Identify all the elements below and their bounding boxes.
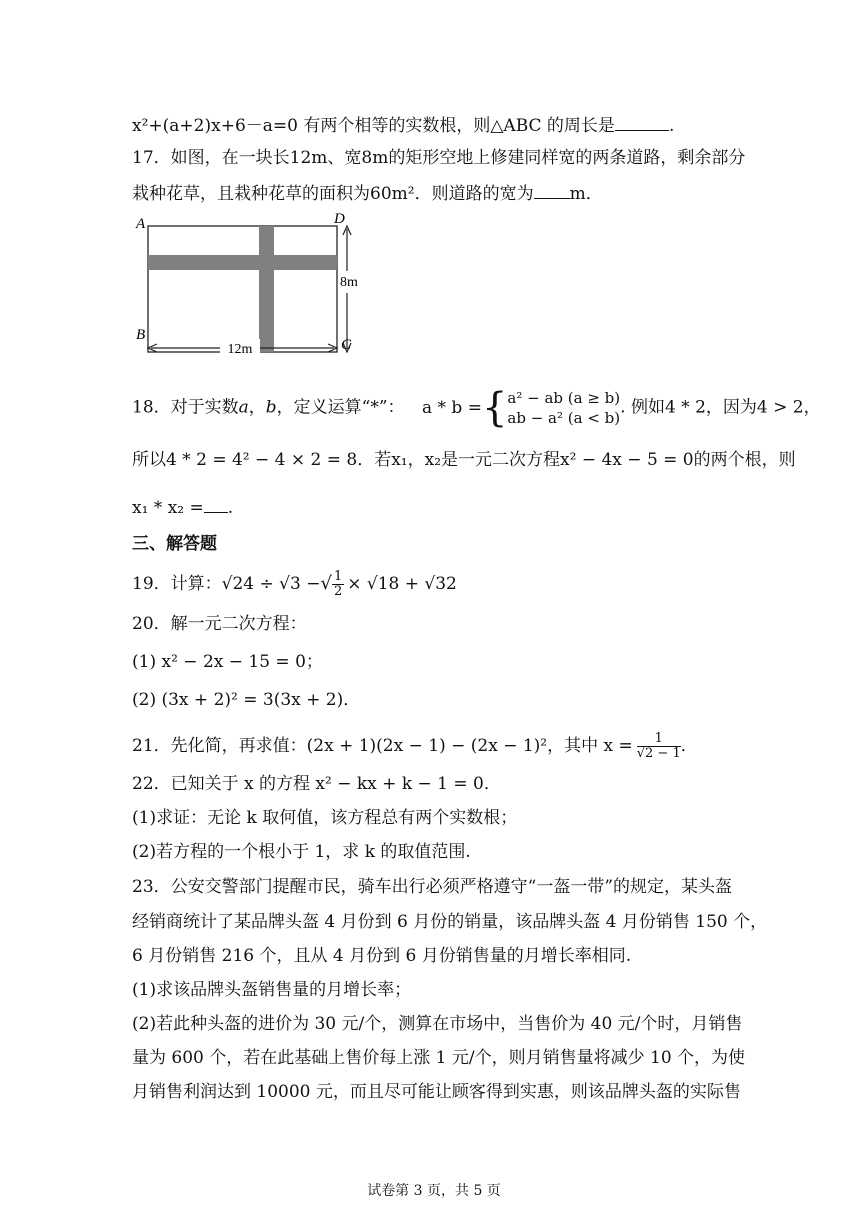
page-footer: 试卷第 3 页，共 5 页: [367, 1183, 501, 1199]
q17-blank: [534, 180, 570, 199]
q18-var-a: a: [238, 397, 249, 418]
q21-frac-num: 1: [637, 732, 681, 747]
q19-intro: 19．计算：: [132, 574, 222, 594]
q18-lhs: a * b =: [421, 397, 482, 418]
q18-cases: [507, 388, 620, 428]
corner-label-d: D: [334, 211, 345, 227]
q18-case-1: a² − ab (a ≥ b): [507, 389, 621, 407]
q19-expr-1: √24 ÷ √3 −: [221, 574, 321, 594]
q22-part-2: (2)若方程的一个根小于 1，求 k 的取值范围.: [132, 842, 471, 862]
q16-end: .: [668, 116, 675, 136]
q22-part-1: (1)求证：无论 k 取何值，该方程总有两个实数根；: [132, 808, 518, 828]
q19-frac-den: 2: [333, 584, 343, 599]
q19-frac-num: 1: [333, 569, 343, 584]
horizontal-road: [148, 255, 337, 270]
width-label: 12m: [227, 342, 253, 357]
q17-text-2: 栽种花草，且栽种花草的面积为60m²．则道路的宽为: [132, 184, 534, 204]
q18-case-2: ab − a² (a < b): [507, 409, 621, 427]
q18-line-1: [132, 385, 821, 431]
q20-part-1: (1) x² − 2x − 15 = 0；: [132, 652, 323, 672]
q21-text: 21．先化简，再求值：(2x + 1)(2x − 1) − (2x − 1)²，其中 x =: [132, 736, 633, 756]
q20-part-2: (2) (3x + 2)² = 3(3x + 2)．: [132, 690, 361, 710]
q23-part-2-line-1: (2)若此种头盔的进价为 30 元/个，测算在市场中，当售价为 40 元/个时，月销售: [132, 1014, 743, 1034]
height-label: 8m: [340, 275, 358, 290]
q18-line-3: [132, 494, 233, 520]
q17-rectangle-figure: [130, 208, 370, 368]
q18-text-3: x₁ * x₂ =: [132, 498, 204, 518]
q18-blank: [204, 494, 228, 513]
section-heading: 三、解答题: [132, 534, 217, 554]
q18-end: .: [227, 498, 234, 518]
q16-text: x²+(a+2)x+6－a=0 有两个相等的实数根，则△ABC 的周长是: [132, 116, 615, 136]
q21-fraction: [637, 732, 681, 761]
q18-sep: ，: [248, 397, 266, 418]
q23-part-2-line-3: 月销售利润达到 10000 元，而且尽可能让顾客得到实惠，则该品牌头盔的实际售: [132, 1082, 741, 1102]
q23-part-1: (1)求该品牌头盔销售量的月增长率；: [132, 980, 412, 1000]
q18-var-b: b: [265, 397, 277, 418]
q16-continuation: [132, 112, 674, 138]
corner-label-c: C: [341, 337, 352, 353]
q23-part-2-line-2: 量为 600 个，若在此基础上售价每上涨 1 元/个，则月销售量将减少 10 个，为使: [132, 1048, 746, 1068]
q17-text-end: m．: [569, 184, 603, 204]
field-rectangle: [148, 226, 337, 352]
q23-line-3: 6 月份销售 216 个，且从 4 月份到 6 月份销售量的月增长率相同.: [132, 946, 632, 966]
q23-line-1: 23．公安交警部门提醒市民，骑车出行必须严格遵守“一盔一带”的规定，某头盔: [132, 877, 733, 897]
q18-define: ，定义运算“*”：: [276, 397, 405, 418]
corner-label-a: A: [136, 216, 146, 232]
q21-line: [132, 732, 698, 761]
q19-line: [132, 570, 457, 599]
q21-frac-den: √2 − 1: [636, 746, 681, 761]
corner-label-b: B: [136, 327, 146, 343]
q19-fraction: [332, 570, 344, 599]
q21-end: ．: [680, 736, 698, 756]
q17-line-2: [132, 180, 603, 206]
q17-text-1: 17．如图，在一块长12m、宽8m的矩形空地上修建同样宽的两条道路，剩余部分: [132, 148, 746, 168]
q18-brace: {: [481, 385, 508, 431]
q20-line: 20．解一元二次方程：: [132, 614, 307, 634]
q16-blank: [615, 112, 669, 131]
vertical-road: [259, 226, 274, 352]
q18-line-2: [132, 448, 796, 472]
q17-line-1: [132, 146, 745, 170]
q22-line: 22．已知关于 x 的方程 x² − kx + k − 1 = 0．: [132, 774, 501, 794]
q23-line-2: 经销商统计了某品牌头盔 4 月份到 6 月份的销量，该品牌头盔 4 月份销售 150 个，: [132, 912, 768, 932]
q18-text-2: 所以4 * 2 = 4² − 4 × 2 = 8．若x₁，x₂是一元二次方程x² − 4x − 5 = 0的两个根，则: [132, 450, 796, 470]
q19-expr-2: × √18 + √32: [347, 574, 457, 594]
q18-intro: 18．对于实数: [132, 397, 239, 418]
q19-sqrt-sign: √: [320, 573, 332, 594]
q18-example: . 例如4 * 2，因为4 > 2，: [620, 397, 821, 418]
